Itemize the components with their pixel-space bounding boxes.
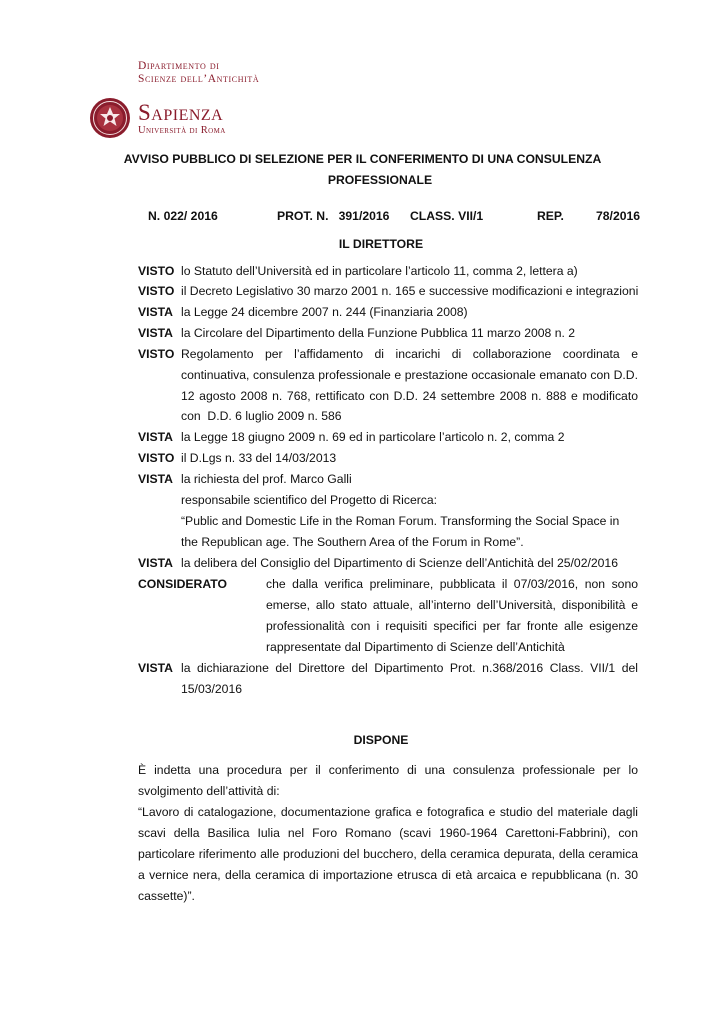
premise-text: lo Statuto dell’Università ed in particolare l’articolo 11, comma 2, lettera a) (181, 264, 578, 278)
university-brand (138, 101, 226, 137)
ref-protocol: PROT. N. 391/2016 (277, 209, 390, 223)
premise-text: la Legge 18 giugno 2009 n. 69 ed in particolare l’articolo n. 2, comma 2 (181, 430, 565, 444)
premise-keyword: VISTO (138, 347, 175, 361)
heading-director: IL DIRETTORE (338, 237, 424, 251)
university-subtitle: Università di Roma (138, 125, 226, 136)
premise-text: responsabile scientifico del Progetto di Ricerca: (181, 493, 438, 507)
ref-class: CLASS. VII/1 (410, 209, 484, 223)
premise-text: il D.Lgs n. 33 del 14/03/2013 (181, 451, 337, 465)
premise-keyword: VISTA (138, 305, 173, 319)
ref-rep-label: REP. (537, 209, 564, 223)
university-seal-icon (89, 97, 131, 139)
dispone-paragraph-line: È indetta una procedura per il conferimento di una consulenza professionale per lo (138, 763, 638, 777)
dispone-paragraph-line: particolare riferimento alle produzioni del bucchero, della ceramica depurata, della ceramica (138, 847, 638, 861)
dispone-paragraph-line: cassette)”. (138, 889, 195, 903)
premise-keyword: VISTA (138, 326, 173, 340)
premise-text: la delibera del Consiglio del Dipartimento di Scienze dell’Antichità del 25/02/2016 (181, 556, 618, 570)
premise-text: la richiesta del prof. Marco Galli (181, 472, 352, 486)
premise-text: “Public and Domestic Life in the Roman Forum. Transforming the Social Space in (181, 514, 620, 528)
premise-text: the Republican age. The Southern Area of the Forum in Rome”. (181, 535, 524, 549)
premise-text: che dalla verifica preliminare, pubblicata il 07/03/2016, non sono (266, 577, 638, 591)
department-name (138, 60, 259, 86)
dispone-paragraph-line: a vernice nera, della ceramica di importazione etrusca di età arcaica e repubblicana (n. 30 (138, 868, 638, 882)
premise-text: Regolamento per l’affidamento di incarichi di collaborazione coordinata e (181, 347, 638, 361)
dispone-paragraph-line: scavi della Basilica Iulia nel Foro Romano (scavi 1960-1964 Carettoni-Fabbrini), con (138, 826, 638, 840)
heading-dispone: DISPONE (353, 733, 409, 747)
premise-text: il Decreto Legislativo 30 marzo 2001 n. 165 e successive modificazioni e integrazioni (181, 284, 639, 298)
premise-keyword: VISTA (138, 661, 173, 675)
document-title-line-2: PROFESSIONALE (327, 173, 433, 187)
ref-rep-value: 78/2016 (596, 209, 641, 223)
premise-text: con D.D. 6 luglio 2009 n. 586 (181, 409, 342, 423)
premise-text: 15/03/2016 (181, 682, 242, 696)
premise-text: emerse, allo stato attuale, all’interno dell’Università, disponibilità e (266, 598, 638, 612)
department-line-2: Scienze dell’Antichità (138, 73, 260, 85)
university-name: Sapienza (138, 100, 224, 125)
document-title-line-1: AVVISO PUBBLICO DI SELEZIONE PER IL CONFERIMENTO DI UNA CONSULENZA (123, 152, 602, 166)
dispone-paragraph-line: “Lavoro di catalogazione, documentazione grafica e fotografica e studio del materiale dagli (138, 805, 638, 819)
premise-keyword: VISTO (138, 264, 175, 278)
premise-text: professionalità con i requisiti specifici per far fronte alle esigenze (266, 619, 638, 633)
premise-keyword: CONSIDERATO (138, 577, 227, 591)
department-line-1: Dipartimento di (138, 60, 220, 72)
premise-keyword: VISTO (138, 284, 175, 298)
premise-text: la Circolare del Dipartimento della Funzione Pubblica 11 marzo 2008 n. 2 (181, 326, 576, 340)
premise-keyword: VISTA (138, 556, 173, 570)
premise-text: rappresentate dal Dipartimento di Scienze dell’Antichità (266, 640, 565, 654)
premise-keyword: VISTA (138, 472, 173, 486)
ref-number: N. 022/ 2016 (148, 209, 218, 223)
premise-text: 12 agosto 2008 n. 768, rettificato con D.D. 24 settembre 2008 n. 888 e modificato (181, 389, 638, 403)
premise-keyword: VISTA (138, 430, 173, 444)
premise-text: la dichiarazione del Direttore del Dipartimento Prot. n.368/2016 Class. VII/1 del (181, 661, 638, 675)
premise-text: continuativa, consulenza professionale e prestazione occasionale emanato con D.D. (181, 368, 638, 382)
premise-text: la Legge 24 dicembre 2007 n. 244 (Finanziaria 2008) (181, 305, 468, 319)
premise-keyword: VISTO (138, 451, 175, 465)
dispone-paragraph-line: svolgimento dell’attività di: (138, 784, 280, 798)
